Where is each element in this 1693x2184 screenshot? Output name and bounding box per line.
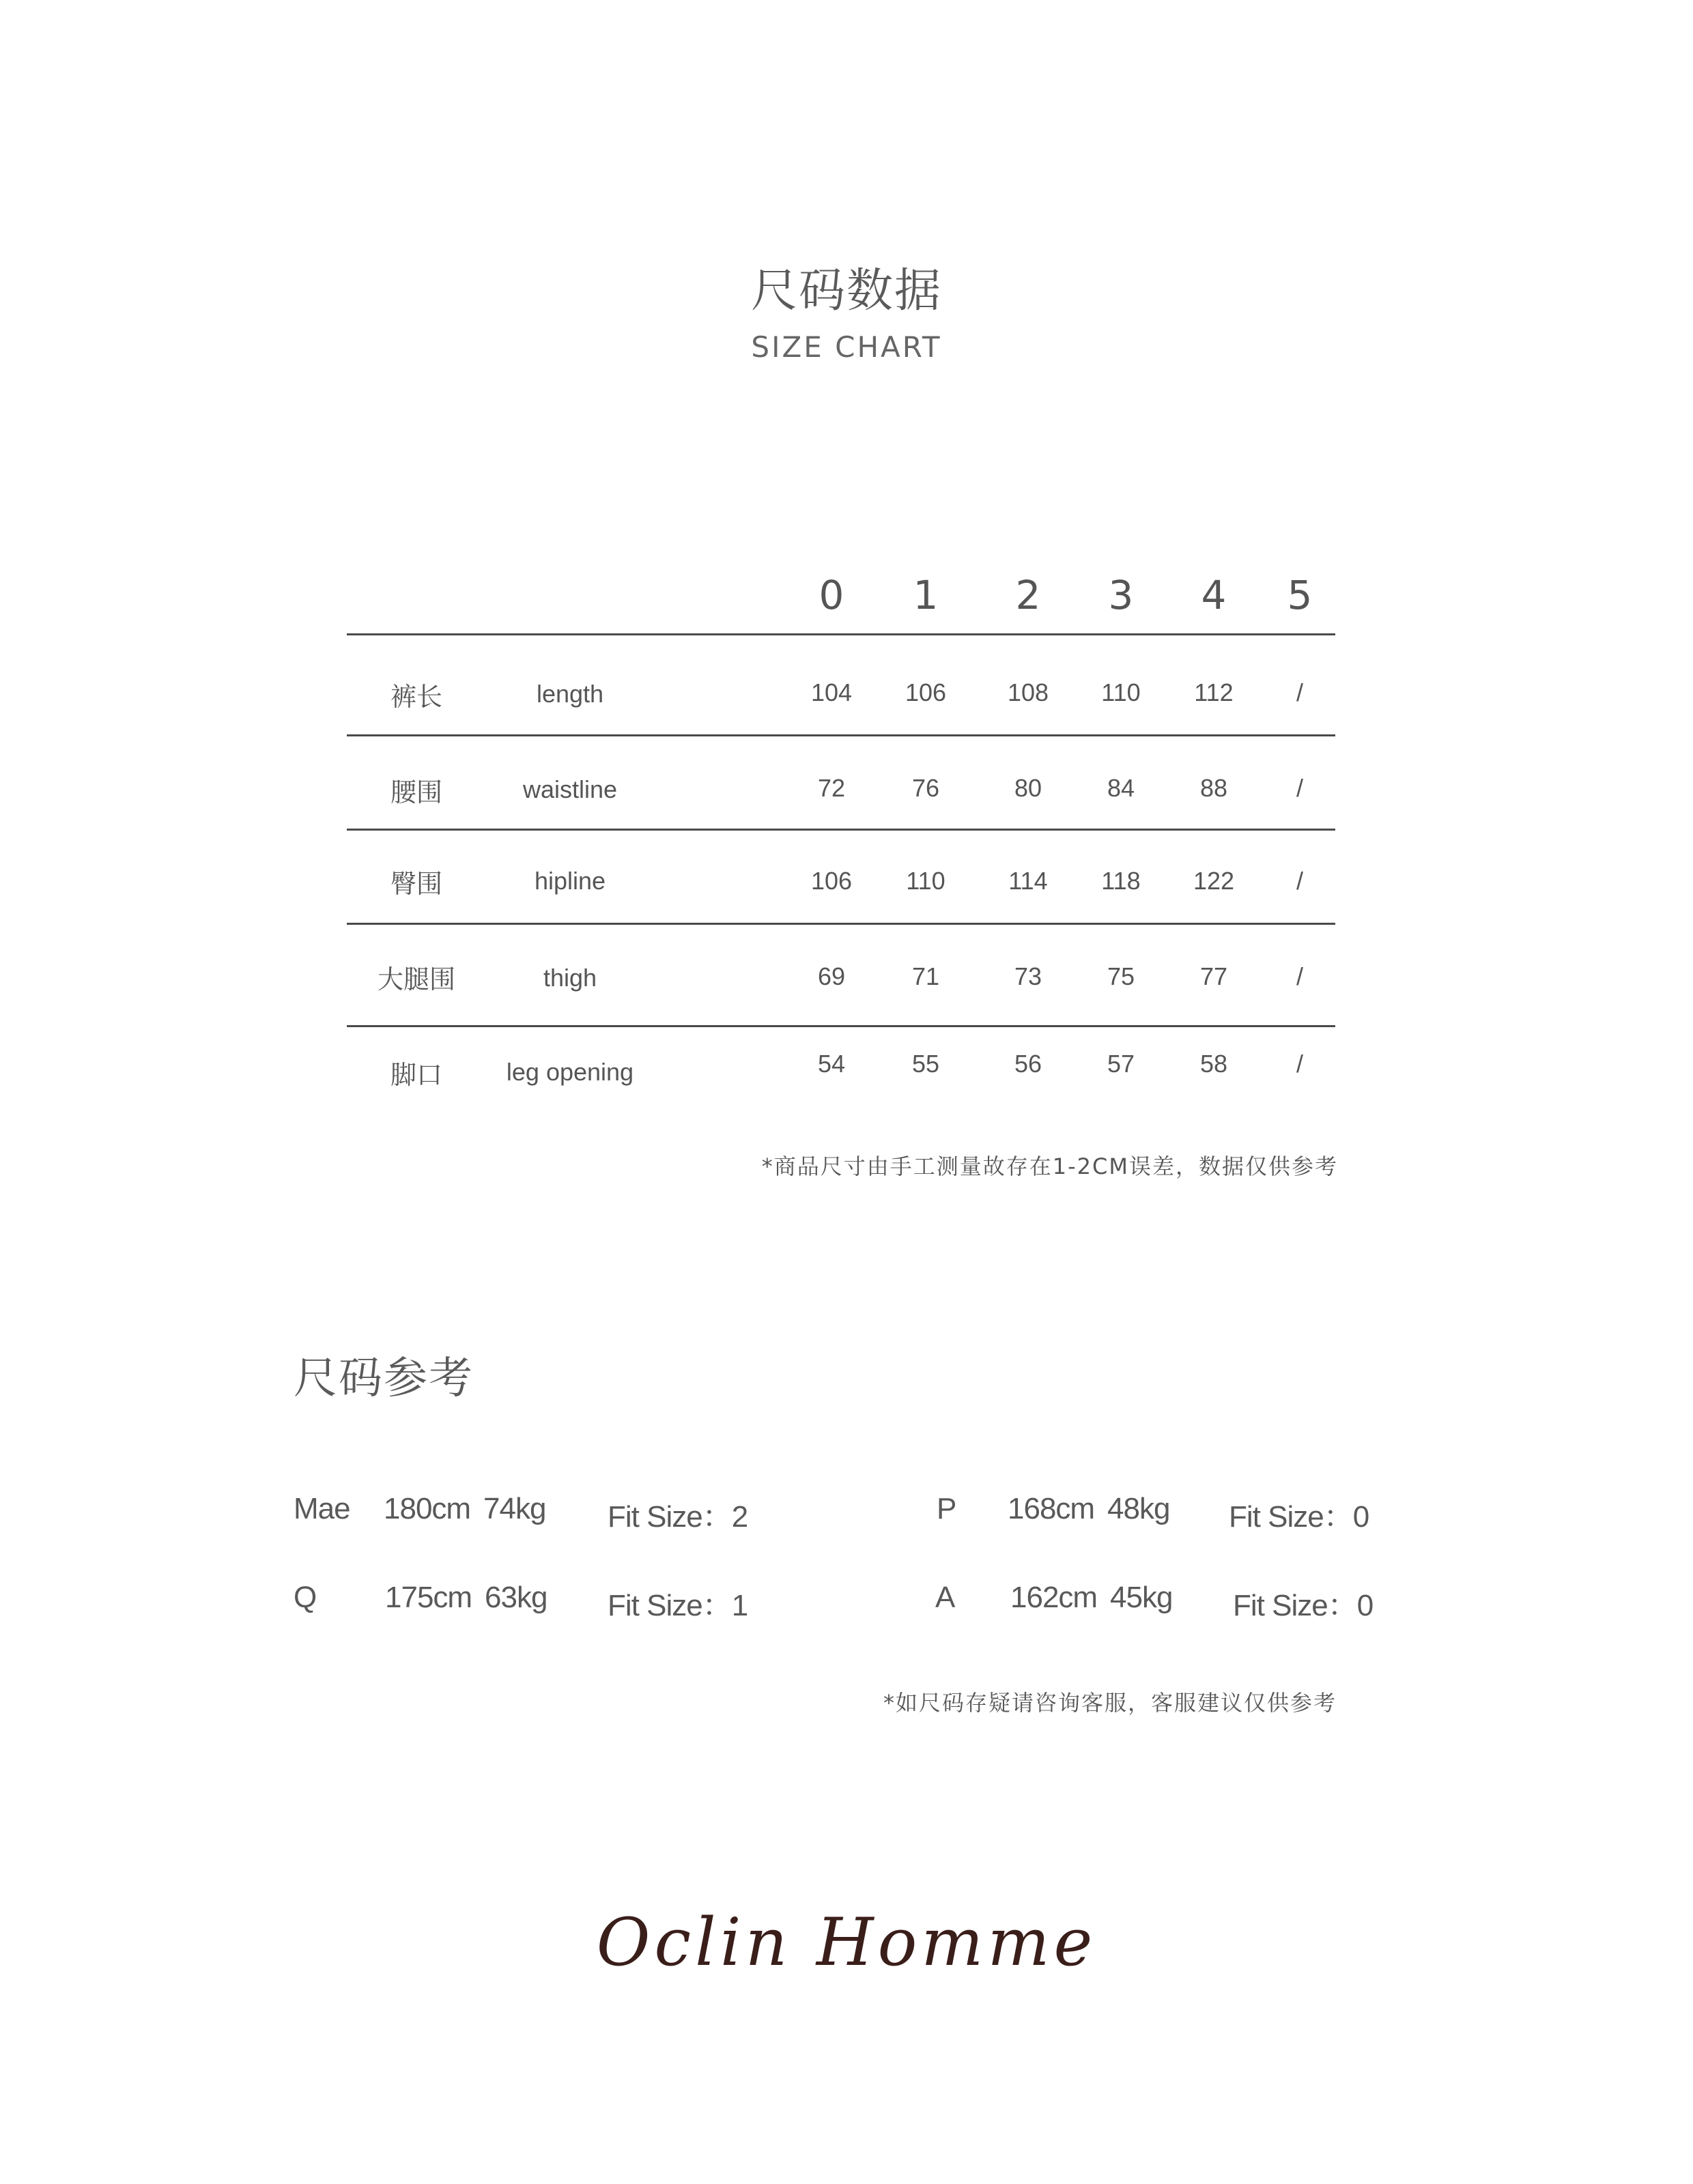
size-header-1: 1 — [913, 572, 939, 618]
table-cell: 110 — [1101, 678, 1141, 706]
row-label-cn: 大腿围 — [377, 964, 455, 994]
page-title: 尺码数据 — [750, 264, 942, 318]
table-cell: / — [1296, 962, 1303, 990]
table-cell: 75 — [1107, 962, 1135, 990]
table-cell: 122 — [1193, 867, 1235, 895]
reference-title: 尺码参考 — [294, 1353, 474, 1404]
service-note: *如尺码存疑请咨询客服，客服建议仅供参考 — [883, 1690, 1337, 1716]
table-cell: 69 — [817, 962, 846, 990]
table-cell: 57 — [1107, 1050, 1135, 1078]
table-cell: 77 — [1199, 962, 1228, 990]
model-weight: 74kg — [483, 1492, 546, 1525]
table-cell: 114 — [1008, 867, 1048, 895]
brand-logo: Oclin Homme — [596, 1904, 1097, 1981]
table-cell: 80 — [1014, 774, 1042, 802]
table-divider — [347, 923, 1335, 925]
table-cell: 84 — [1107, 774, 1135, 802]
size-header-2: 2 — [1015, 572, 1041, 618]
table-cell: 58 — [1199, 1050, 1228, 1078]
model-height: 175cm — [385, 1581, 472, 1614]
table-divider — [347, 829, 1335, 831]
page-subtitle: SIZE CHART — [751, 330, 942, 364]
model-weight: 45kg — [1110, 1581, 1173, 1614]
row-label-cn: 裤长 — [390, 682, 442, 712]
table-cell: / — [1296, 678, 1303, 706]
model-fit-size: Fit Size：0 — [1233, 1589, 1374, 1622]
model-name: Mae — [294, 1492, 350, 1525]
row-label-en: thigh — [543, 964, 597, 992]
table-cell: 71 — [911, 962, 940, 990]
table-divider — [347, 734, 1335, 736]
size-header-0: 0 — [819, 572, 844, 618]
table-cell: / — [1296, 867, 1303, 895]
table-cell: 112 — [1194, 678, 1234, 706]
size-header-3: 3 — [1108, 572, 1134, 618]
row-label-cn: 臀围 — [390, 869, 442, 899]
table-cell: 55 — [911, 1050, 940, 1078]
table-cell: / — [1296, 1050, 1303, 1078]
row-label-en: waistline — [522, 775, 618, 803]
model-height: 180cm — [384, 1492, 471, 1525]
table-divider — [347, 1025, 1335, 1027]
measurement-note: *商品尺寸由手工测量故存在1-2CM误差，数据仅供参考 — [761, 1153, 1338, 1179]
table-cell: 106 — [810, 867, 853, 895]
model-name: Q — [294, 1581, 317, 1614]
table-cell: / — [1296, 774, 1303, 802]
model-fit-size: Fit Size：1 — [608, 1589, 748, 1622]
row-label-cn: 腰围 — [390, 777, 442, 807]
table-cell: 106 — [905, 678, 947, 706]
model-fit-size: Fit Size：0 — [1229, 1500, 1369, 1534]
model-height: 162cm — [1010, 1581, 1098, 1614]
table-cell: 108 — [1007, 678, 1049, 706]
table-cell: 88 — [1199, 774, 1228, 802]
table-cell: 76 — [911, 774, 940, 802]
row-label-cn: 脚口 — [390, 1060, 442, 1090]
table-cell: 73 — [1014, 962, 1042, 990]
model-weight: 63kg — [485, 1581, 547, 1614]
model-height: 168cm — [1008, 1492, 1095, 1525]
table-divider — [347, 633, 1335, 635]
size-header-4: 4 — [1201, 572, 1227, 618]
model-fit-size: Fit Size：2 — [608, 1500, 748, 1534]
row-label-en: leg opening — [506, 1058, 634, 1086]
row-label-en: length — [536, 680, 604, 708]
model-name: P — [937, 1492, 956, 1525]
table-cell: 118 — [1101, 867, 1141, 895]
row-label-en: hipline — [534, 867, 606, 895]
table-cell: 54 — [817, 1050, 846, 1078]
table-cell: 104 — [810, 678, 853, 706]
table-cell: 72 — [817, 774, 846, 802]
table-cell: 110 — [906, 867, 945, 895]
table-cell: 56 — [1014, 1050, 1042, 1078]
size-header-5: 5 — [1287, 572, 1313, 618]
model-weight: 48kg — [1107, 1492, 1170, 1525]
model-name: A — [935, 1581, 955, 1614]
